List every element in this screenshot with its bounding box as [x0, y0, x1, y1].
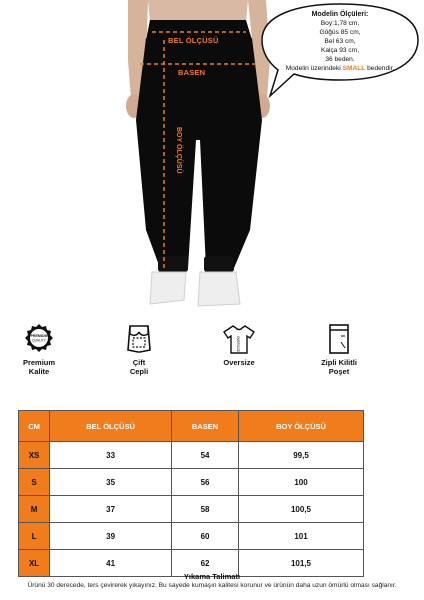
- feature-pockets: [104, 322, 174, 376]
- pants-pocket-icon: [124, 322, 154, 356]
- feature-oversize: [204, 322, 274, 367]
- size-cell: XS: [19, 442, 50, 469]
- table-cell: 100: [239, 469, 364, 496]
- model-measurements-bubble: [266, 10, 414, 73]
- feature-label: Cepli: [129, 367, 149, 376]
- table-row: [19, 469, 364, 496]
- table-row: [19, 496, 364, 523]
- table-cell: 33: [50, 442, 172, 469]
- bubble-line: Göğüs 85 cm,: [319, 29, 361, 36]
- badge-text: QUALITY: [32, 338, 46, 343]
- feature-label: Çift: [132, 358, 146, 367]
- table-cell: 58: [172, 496, 239, 523]
- table-row: [19, 523, 364, 550]
- table-cell: 62: [172, 550, 239, 577]
- badge-text: PREMIUM: [30, 334, 48, 338]
- feature-label: Zipli Kilitli: [321, 358, 357, 367]
- feature-premium: [4, 322, 74, 376]
- table-header-cell: BEL ÖLÇÜSÜ: [50, 411, 172, 442]
- size-cell: XL: [19, 550, 50, 577]
- table-cell: 54: [172, 442, 239, 469]
- table-row: [19, 442, 364, 469]
- oversize-tag-text: OVERSIZE: [236, 335, 240, 353]
- feature-label: Poşet: [328, 367, 350, 376]
- table-cell: 100,5: [239, 496, 364, 523]
- table-cell: 99,5: [239, 442, 364, 469]
- washing-instructions: [0, 572, 424, 590]
- table-cell: 39: [50, 523, 172, 550]
- bubble-title: Modelin Ölçüleri:: [311, 11, 369, 18]
- table-cell: 35: [50, 469, 172, 496]
- table-cell: 101: [239, 523, 364, 550]
- bubble-line: Boy:1,78 cm,: [320, 20, 360, 27]
- premium-quality-badge-icon: [22, 322, 56, 356]
- washing-title: Yıkama Talimatı: [183, 572, 241, 581]
- bubble-size: SMALL: [342, 65, 366, 72]
- table-header-cell: BOY ÖLÇÜSÜ: [239, 411, 364, 442]
- feature-label: Oversize: [223, 358, 255, 367]
- bubble-line: Bel 63 cm,: [324, 38, 356, 45]
- washing-body: Ürünü 30 derecede, ters çevirerek yıkayınız. Bu sayede kumaşın kalitesi korunur ve ürünün daha uzun ömürlü olması sağlanır.: [27, 582, 397, 589]
- ziplock-bag-icon: [324, 322, 354, 356]
- size-cell: S: [19, 469, 50, 496]
- table-header-cell: CM: [19, 411, 50, 442]
- feature-ziplock: [304, 322, 374, 376]
- size-chart-table: [18, 410, 364, 577]
- table-header-cell: BASEN: [172, 411, 239, 442]
- features-row: [0, 322, 424, 402]
- table-cell: 37: [50, 496, 172, 523]
- feature-label: Kalite: [28, 367, 50, 376]
- table-cell: 41: [50, 550, 172, 577]
- boy-measure-label: BOY ÖLÇÜSÜ: [175, 126, 182, 174]
- table-cell: 60: [172, 523, 239, 550]
- table-cell: 56: [172, 469, 239, 496]
- size-cell: M: [19, 496, 50, 523]
- bel-measure-label: BEL ÖLÇÜSÜ: [168, 36, 219, 45]
- table-header-row: [19, 411, 364, 442]
- size-cell: L: [19, 523, 50, 550]
- table-cell: 101,5: [239, 550, 364, 577]
- oversize-tshirt-icon: [222, 322, 256, 356]
- basen-measure-label: BASEN: [178, 68, 206, 77]
- bubble-line: 36 beden.: [325, 56, 355, 63]
- feature-label: Premium: [22, 358, 56, 367]
- bubble-footer: Modelin üzerindeki SMALL bedendir.: [285, 65, 395, 72]
- bubble-line: Kalça 93 cm,: [320, 47, 360, 54]
